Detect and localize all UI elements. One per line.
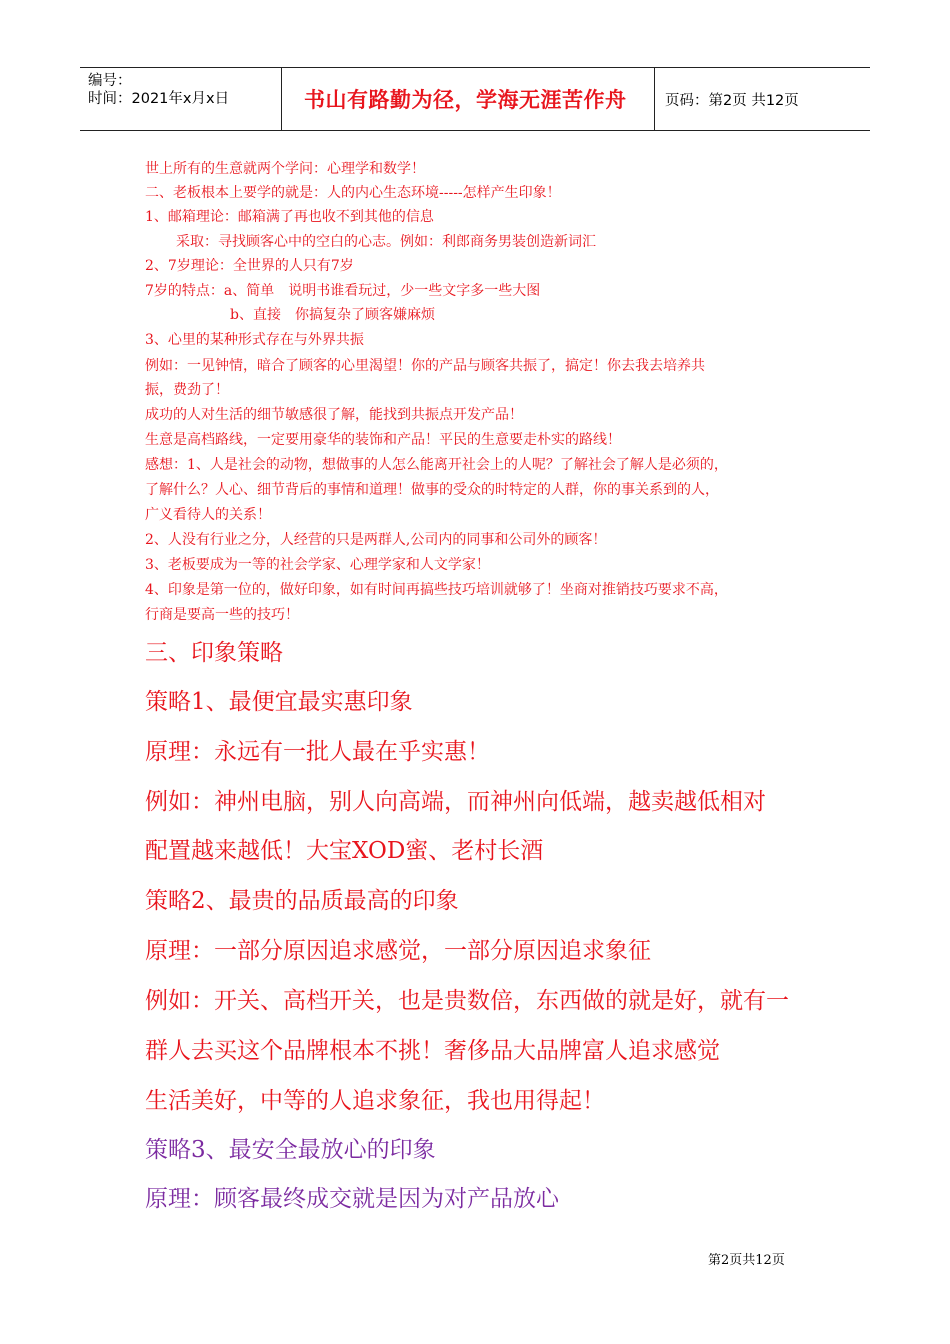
header-motto: 书山有路勤为径，学海无涯苦作舟 [282, 68, 655, 130]
text-line: 了解什么？人心、细节背后的事情和道理！做事的受众的时特定的人群，你的事关系到的人， [145, 482, 719, 498]
example-line: 例如：神州电脑，别人向高端，而神州向低端，越卖越低相对 [145, 789, 766, 815]
example-line: 群人去买这个品牌根本不挑！奢侈品大品牌富人追求感觉 [145, 1038, 720, 1064]
text-line: 世上所有的生意就两个学问：心理学和数学！ [145, 161, 425, 177]
text-line: 行商是要高一些的技巧！ [145, 607, 299, 623]
strategy-heading: 策略1、最便宜最实惠印象 [145, 689, 413, 715]
text-line: 3、心里的某种形式存在与外界共振 [145, 332, 364, 348]
text-line-content: 采取：寻找顾客心中的空白的心志。例如：利郎商务男装创造新词汇 [176, 234, 596, 250]
text-line: 2、7岁理论：全世界的人只有7岁 [145, 258, 354, 274]
text-line: 生意是高档路线，一定要用豪华的装饰和产品！平民的生意要走朴实的路线！ [145, 432, 621, 448]
text-line [145, 230, 596, 254]
section-heading: 三、印象策略 [145, 640, 283, 666]
example-line: 例如：开关、高档开关，也是贵数倍，东西做的就是好，就有一 [145, 988, 789, 1014]
page-footer: 第2页共12页 [708, 1253, 785, 1268]
text-line: 广义看待人的关系！ [145, 507, 271, 523]
text-line: 7岁的特点：a、简单 说明书谁看玩过，少一些文字多一些大图 [145, 283, 541, 299]
example-line: 配置越来越低！大宝XOD蜜、老村长酒 [145, 838, 544, 864]
strategy-heading: 策略2、最贵的品质最高的印象 [145, 888, 459, 914]
header-meta [80, 68, 282, 130]
text-line: 3、老板要成为一等的社会学家、心理学家和人文学家！ [145, 557, 490, 573]
principle-line: 原理：一部分原因追求感觉，一部分原因追求象征 [145, 938, 651, 964]
text-line: 1、邮箱理论：邮箱满了再也收不到其他的信息 [145, 209, 434, 225]
header-page-label: 页码：第2页 共12页 [665, 92, 799, 109]
text-line: 例如：一见钟情，暗合了顾客的心里渴望！你的产品与顾客共振了，搞定！你去我去培养共 [145, 358, 705, 374]
text-line: b、直接 你搞复杂了顾客嫌麻烦 [230, 307, 435, 323]
text-line: 二、老板根本上要学的就是：人的内心生态环境-----怎样产生印象！ [145, 185, 561, 201]
principle-line: 原理：永远有一批人最在乎实惠！ [145, 739, 490, 765]
time-label: 时间：2021年x月x日 [88, 91, 230, 107]
page-header [80, 67, 870, 131]
principle-line: 原理：顾客最终成交就是因为对产品放心 [145, 1186, 559, 1212]
text-line: 成功的人对生活的细节敏感很了解，能找到共振点开发产品！ [145, 407, 523, 423]
example-line: 生活美好，中等的人追求象征，我也用得起！ [145, 1088, 605, 1114]
text-line: 4、印象是第一位的，做好印象，如有时间再搞些技巧培训就够了！坐商对推销技巧要求不高， [145, 582, 728, 598]
text-line: 感想：1、人是社会的动物，想做事的人怎么能离开社会上的人呢？了解社会了解人是必须的， [145, 457, 728, 473]
number-label: 编号： [88, 73, 132, 89]
strategy-heading: 策略3、最安全最放心的印象 [145, 1137, 436, 1163]
text-line: 振，费劲了！ [145, 382, 229, 398]
text-line: 2、人没有行业之分，人经营的只是两群人,公司内的同事和公司外的顾客！ [145, 532, 607, 548]
